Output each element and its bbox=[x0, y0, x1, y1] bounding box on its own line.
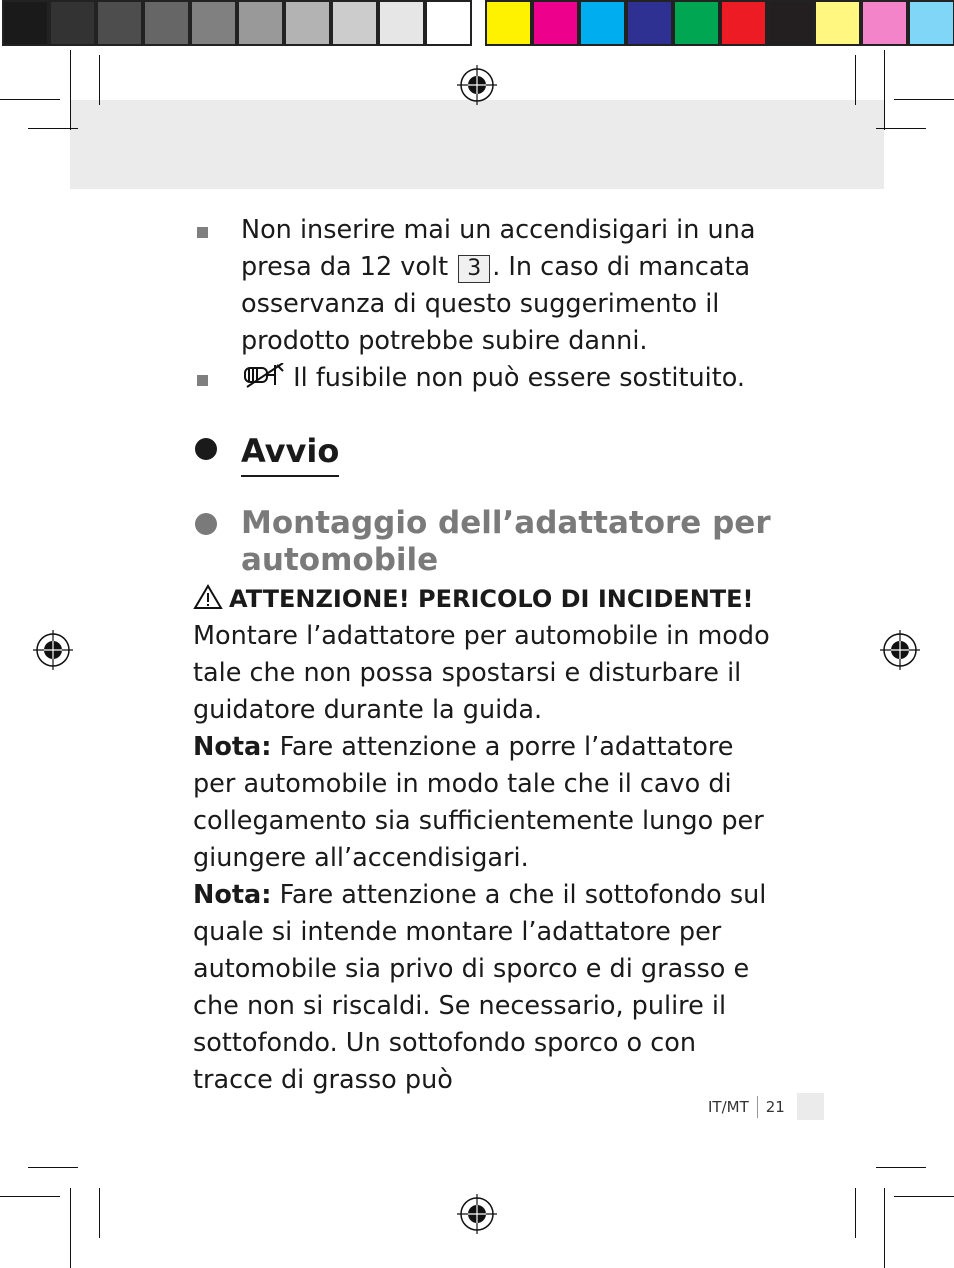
crop-mark bbox=[884, 50, 885, 130]
color-swatch bbox=[720, 0, 767, 46]
warning-line bbox=[193, 581, 773, 618]
color-swatch bbox=[2, 0, 49, 46]
crop-mark bbox=[0, 1196, 60, 1197]
color-swatch bbox=[49, 0, 96, 46]
bullet-item bbox=[193, 360, 773, 397]
heading-bullet bbox=[195, 513, 217, 535]
heading-text: Montaggio dell’adattatore per automobile bbox=[241, 505, 771, 578]
color-swatch bbox=[96, 0, 143, 46]
fuse-icon bbox=[241, 363, 285, 389]
crop-mark bbox=[28, 128, 78, 129]
color-swatch bbox=[237, 0, 284, 46]
note-text: Fare attenzione a che il sottofondo sul quale si intende montare l’adattatore per automobile sia privo di sporco e di grasso e che non si riscaldi. Se necessario, pulire il sottofondo. Un sottofondo sporco o con tracce di grasso può bbox=[193, 880, 767, 1095]
color-swatch-bar bbox=[485, 0, 954, 50]
color-swatch bbox=[908, 0, 954, 46]
bullet-text: Il fusibile non può essere sostituito. bbox=[293, 363, 745, 393]
main-content bbox=[193, 212, 773, 1099]
crop-mark bbox=[894, 99, 954, 100]
color-swatch bbox=[190, 0, 237, 46]
page-tab bbox=[797, 1093, 824, 1120]
bullet-text: . In caso di mancata osservanza di questo suggerimento il prodotto potrebbe subire danni. bbox=[241, 252, 751, 356]
color-swatch bbox=[331, 0, 378, 46]
bullet-square bbox=[197, 375, 208, 386]
subsection-heading bbox=[193, 505, 773, 579]
warning-triangle-icon bbox=[193, 584, 223, 610]
color-swatch bbox=[378, 0, 425, 46]
color-swatch bbox=[143, 0, 190, 46]
bullet-square bbox=[197, 227, 208, 238]
registration-mark-icon bbox=[880, 630, 920, 670]
color-swatch bbox=[767, 0, 814, 46]
note-text: Fare attenzione a porre l’adattatore per automobile in modo tale che il cavo di collegamento sia sufficientemente lungo per giungere all’accendisigari. bbox=[193, 732, 764, 873]
color-swatch bbox=[485, 0, 532, 46]
note-paragraph bbox=[193, 877, 773, 1099]
page-number: 21 bbox=[765, 1097, 785, 1116]
crop-mark bbox=[0, 99, 60, 100]
crop-mark bbox=[855, 1188, 856, 1238]
page-footer bbox=[708, 1093, 824, 1120]
color-swatch bbox=[814, 0, 861, 46]
crop-mark bbox=[70, 50, 71, 130]
registration-mark-icon bbox=[457, 65, 497, 105]
color-swatch bbox=[532, 0, 579, 46]
warning-text: ATTENZIONE! PERICOLO DI INCIDENTE! bbox=[229, 585, 754, 613]
color-swatch bbox=[284, 0, 331, 46]
crop-mark bbox=[855, 55, 856, 105]
note-label: Nota: bbox=[193, 732, 272, 762]
crop-mark bbox=[28, 1167, 78, 1168]
color-swatch bbox=[673, 0, 720, 46]
crop-mark bbox=[876, 1167, 926, 1168]
crop-mark bbox=[99, 1188, 100, 1238]
registration-mark-icon bbox=[33, 630, 73, 670]
paragraph: Montare l’adattatore per automobile in modo tale che non possa spostarsi e disturbare il guidatore durante la guida. bbox=[193, 621, 770, 725]
crop-mark bbox=[884, 1188, 885, 1268]
language-code: IT/MT bbox=[708, 1097, 749, 1116]
crop-mark bbox=[894, 1196, 954, 1197]
gray-swatch-bar bbox=[2, 0, 472, 50]
section-heading bbox=[193, 431, 773, 477]
note-label: Nota: bbox=[193, 880, 272, 910]
crop-mark bbox=[99, 55, 100, 105]
color-swatch bbox=[579, 0, 626, 46]
heading-text: Avvio bbox=[241, 431, 339, 477]
header-band bbox=[70, 100, 884, 189]
color-swatch bbox=[425, 0, 472, 46]
color-swatch bbox=[861, 0, 908, 46]
heading-bullet bbox=[195, 438, 217, 460]
note-paragraph bbox=[193, 729, 773, 877]
bullet-text: Non inserire mai un accendisigari in una presa da 12 volt bbox=[241, 215, 756, 282]
footer-divider bbox=[757, 1096, 758, 1118]
registration-mark-icon bbox=[457, 1194, 497, 1234]
color-swatch bbox=[626, 0, 673, 46]
crop-mark bbox=[876, 128, 926, 129]
crop-mark bbox=[70, 1188, 71, 1268]
part-reference-badge: 3 bbox=[458, 255, 490, 283]
bullet-item bbox=[193, 212, 773, 360]
